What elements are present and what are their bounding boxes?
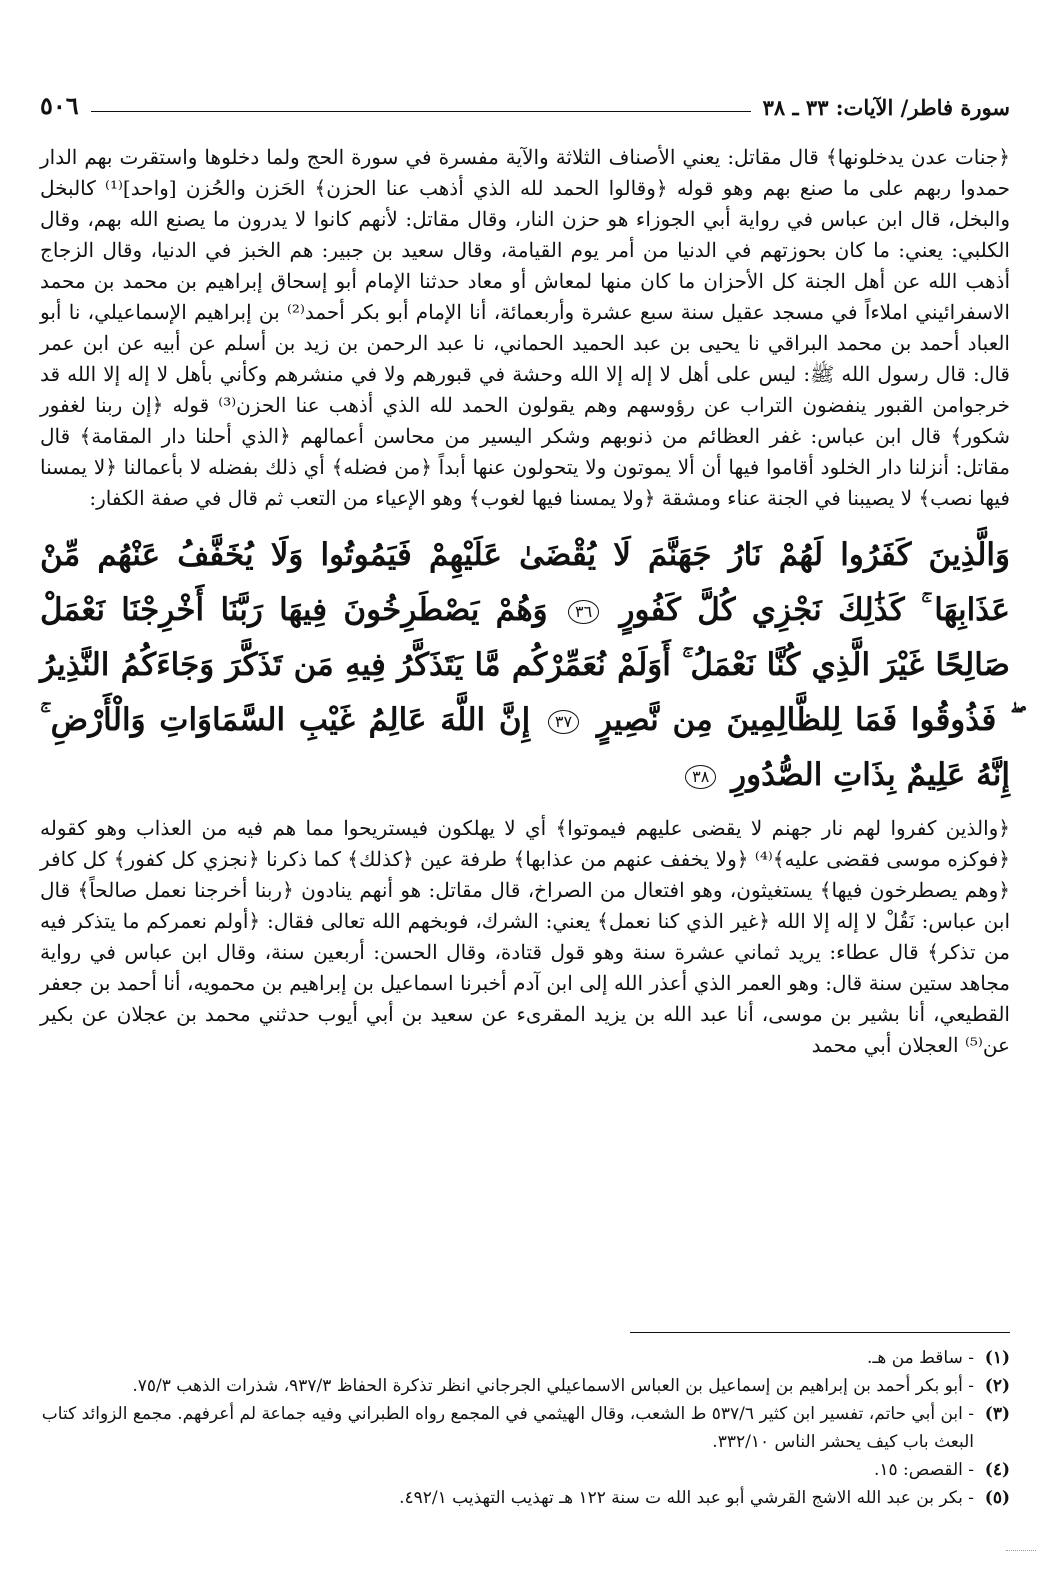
main-text [40,142,1010,1061]
page-number: ٥٠٦ [40,91,79,120]
footnote-number: (٥) [984,1488,1010,1508]
chapter-title: سورة فاطر/ الآيات: ٣٣ ـ ٣٨ [762,95,1010,120]
commentary-paragraph-2: ﴿والذين كفروا لهم نار جهنم لا يقضى عليهم فيموتوا﴾ أي لا يهلكون فيستريحوا مما هم فيه من العذاب وهو كقوله ﴿فوكزه موسى فقضى عليه﴾⁽⁴⁾ ﴿ولا يخفف عنهم من عذابها﴾ طرفة عين ﴿كذلك﴾ كما ذكرنا ﴿نجزي كل كفور﴾ كل كافر ﴿وهم يصطرخون فيها﴾ يستغيثون، وهو افتعال من الصراخ، قال مقاتل: هو أنهم ينادون ﴿ربنا أخرجنا نعمل صالحاً﴾ قال ابن عباس: نَقُلْ لا إله إلا الله ﴿غير الذي كنا نعمل﴾ يعني: الشرك، فوبخهم الله تعالى فقال: ﴿أولم نعمركم ما يتذكر فيه من تذكر﴾ قال عطاء: يريد ثماني عشرة سنة وهو قول قتادة، وقال الحسن: أربعين سنة، وقال ابن عباس في رواية مجاهد ستين سنة قال: وهو العمر الذي أعذر الله إلى ابن آدم أخبرنا اسماعيل بن إبراهيم بن محمويه، أنا أحمد بن جعفر القطيعي، أنا بشير بن موسى، أنا عبد الله بن يزيد المقرىء عن سعيد بن أبي أيوب حدثني محمد بن عجلان عن بكير عن⁽⁵⁾ العجلان أبي محمد [40,816,1010,1057]
quran-verses [40,528,1010,803]
footnote-text: - ابن أبي حاتم، تفسير ابن كثير ٥٣٧/٦ ط الشعب، وقال الهيثمي في المجمع رواه الطبراني وفيه جماعة لم أعرفهم. مجمع الزوائد كتاب البعث باب كيف يحشر الناس ٣٣٢/١٠. [41,1404,974,1452]
header-rule [91,111,751,112]
ayah-number-38: ٣٨ [685,765,716,789]
footnote-separator [630,1332,1010,1333]
footnote-4 [40,1456,1010,1484]
verse-36: وَالَّذِينَ كَفَرُوا لَهُمْ نَارُ جَهَنَّمَ لَا يُقْضَىٰ عَلَيْهِمْ فَيَمُوتُوا وَلَا يُخَفَّفُ عَنْهُم مِّنْ عَذَابِهَا ۚ كَذَٰلِكَ نَجْزِي كُلَّ كَفُورٍ [40,537,1011,628]
footnote-text: - القصص: ١٥. [873,1460,974,1480]
scan-artifact [1006,1550,1036,1551]
footnote-number: (٤) [984,1460,1010,1480]
footnote-number: (١) [984,1348,1010,1368]
running-head [40,86,1010,120]
footnote-5 [40,1484,1010,1512]
footnote-1 [40,1344,1010,1372]
footnote-text: - ساقط من هـ. [866,1348,974,1368]
footnote-2 [40,1372,1010,1400]
verse-38: إِنَّ اللَّهَ عَالِمُ غَيْبِ السَّمَاوَاتِ وَالْأَرْضِ ۚ إِنَّهُ عَلِيمٌ بِذَاتِ الصُّدُورِ [40,702,1010,793]
ayah-number-37: ٣٧ [548,710,579,734]
footnote-number: (٣) [984,1404,1010,1424]
footnote-number: (٢) [984,1376,1010,1396]
footnote-text: - أبو بكر أحمد بن إبراهيم بن إسماعيل بن العباس الاسماعيلي الجرجاني انظر تذكرة الحفاظ ٩٣٧/٣، شذرات الذهب ٧٥/٣. [132,1376,974,1396]
footnote-3 [40,1400,1010,1456]
verse-37: وَهُمْ يَصْطَرِخُونَ فِيهَا رَبَّنَا أَخْرِجْنَا نَعْمَلْ صَالِحًا غَيْرَ الَّذِي كُنَّا نَعْمَلُ ۚ أَوَلَمْ نُعَمِّرْكُم مَّا يَتَذَكَّرُ فِيهِ مَن تَذَكَّرَ وَجَاءَكُمُ النَّذِيرُ ۖ فَذُوقُوا فَمَا لِلظَّالِمِينَ مِن نَّصِيرٍ [40,592,1011,738]
footnotes [40,1344,1010,1512]
footnote-text: - بكر بن عبد الله الاشج القرشي أبو عبد الله ت سنة ١٢٢ هـ تهذيب التهذيب ٤٩٢/١. [399,1488,974,1508]
ayah-number-36: ٣٦ [568,600,599,624]
commentary-paragraph-1: ﴿جنات عدن يدخلونها﴾ قال مقاتل: يعني الأصناف الثلاثة والآية مفسرة في سورة الحج ولما دخلوها واستقرت بهم الدار حمدوا ربهم على ما صنع بهم وهو قوله ﴿وقالوا الحمد لله الذي أذهب عنا الحزن﴾ الحَزن والحُزن [واحد]⁽¹⁾ كالبخل والبخل، قال ابن عباس في رواية أبي الجوزاء هو حزن النار، وقال مقاتل: لأنهم كانوا لا يدرون ما يصنع الله بهم، وقال الكلبي: يعني: ما كان بحوزتهم في الدنيا من أمر يوم القيامة، وقال سعيد بن جبير: هم الخبز في الدنيا، وقال الزجاج أذهب الله عن أهل الجنة كل الأحزان ما كان منها لمعاش أو معاد حدثنا الإمام أبو إسحاق إبراهيم بن محمد بن محمد الاسفرائيني املاءاً في مسجد عقيل سنة سبع عشرة وأربعمائة، أنا الإمام أبو بكر أحمد⁽²⁾ بن إبراهيم الإسماعيلي، نا أبو العباد أحمد بن محمد البراقي نا يحيى بن عبد الحميد الحماني، نا عبد الرحمن بن زيد بن أسلم عن أبيه عن ابن عمر قال: قال رسول الله ﷺ: ليس على أهل لا إله إلا الله وحشة في قبورهم ولا في منشرهم وكأني بأهل لا إله إلا الله قد خرجوامن القبور ينفضون التراب عن رؤوسهم وهم يقولون الحمد لله الذي أذهب عنا الحزن⁽³⁾ قوله ﴿إن ربنا لغفور شكور﴾ قال ابن عباس: غفر العظائم من ذنوبهم وشكر اليسير من محاسن أعمالهم ﴿الذي أحلنا دار المقامة﴾ قال مقاتل: أنزلنا دار الخلود أقاموا فيها أن ألا يموتون ولا يتحولون عنها أبداً ﴿من فضله﴾ أي ذلك بفضله لا بأعمالنا ﴿لا يمسنا فيها نصب﴾ لا يصيبنا في الجنة عناء ومشقة ﴿ولا يمسنا فيها لغوب﴾ وهو الإعياء من التعب ثم قال في صفة الكفار: [40,145,1011,510]
